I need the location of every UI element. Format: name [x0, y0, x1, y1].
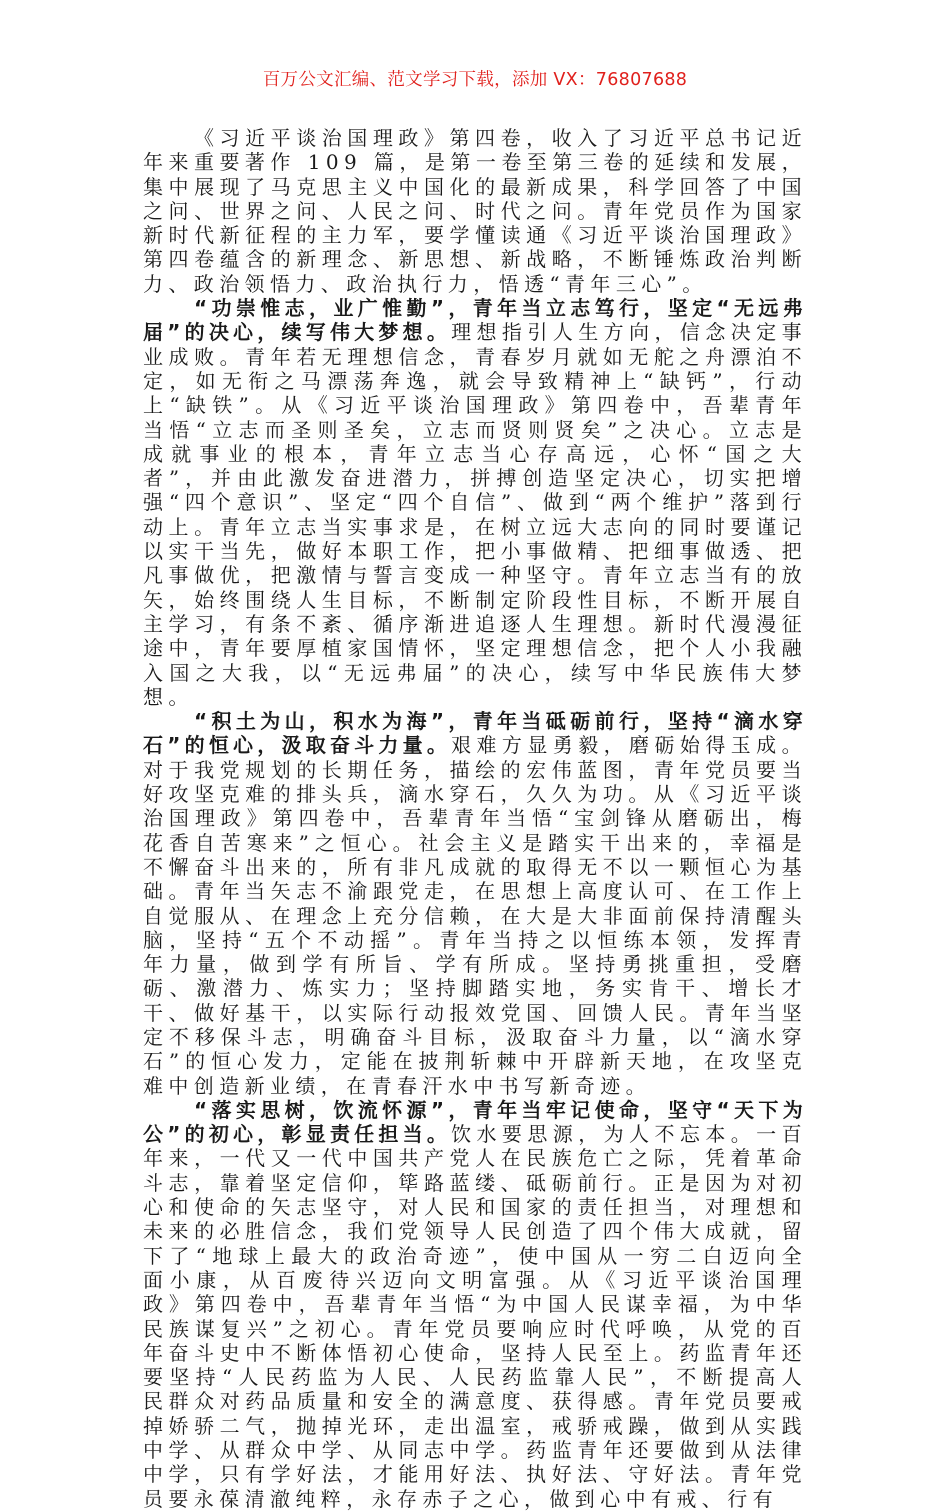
- paragraph-lead: “积土为山，积水为海”，青年当砥砺前行，坚持“滴水穿石”的恒心，汲取奋斗力量。: [143, 709, 807, 758]
- paragraph-text: 饮水要思源，为人不忘本。一百年来，一代又一代中国共产党人在民族危亡之际，凭着革命斗志，靠着坚定信仰，筚路蓝缕、砥砺前行。正是因为对初心和使命的矢志坚守，对人民和国家的责任担当，对理想和未来的必胜信念，我们党领导人民创造了四个伟大成就，留下了“地球上最大的政治奇迹”，使中国从一穷二白迈向全面小康，从百废待兴迈向文明富强。从《习近平谈治国理政》第四卷中，吾辈青年当悟“为中国人民谋幸福，为中华民族谋复兴”之初心。青年党员要响应时代呼唤，从党的百年奋斗史中不断体悟初心使命，坚持人民至上。药监青年还要坚持“人民药监为人民、人民药监靠人民”，不断提高人民群众对药品质量和安全的满意度、获得感。青年党员要戒掉娇骄二气，抛掉光环，走出温室，戒骄戒躁，做到从实践中学、从群众中学、从同志中学。药监青年还要做到从法律中学，只有学好法，才能用好法、执好法、守好法。青年党员要永葆清澈纯粹，永存赤子之心，做到心中有戒、行有: [143, 1122, 807, 1511]
- paragraph-text: 理想指引人生方向，信念决定事业成败。青年若无理想信念，青春岁月就如无舵之舟漂泊不定，如无衔之马漂荡奔逸，就会导致精神上“缺钙”，行动上“缺铁”。从《习近平谈治国理政》第四卷中，吾辈青年当悟“立志而圣则圣矣，立志而贤则贤矣”之决心。立志是成就事业的根本，青年立志当心存高远，心怀“国之大者”，并由此激发奋进潜力，拼搏创造坚定决心，切实把增强“四个意识”、坚定“四个自信”、做到“两个维护”落到行动上。青年立志当实事求是，在树立远大志向的同时要谨记以实干当先，做好本职工作，把小事做精、把细事做透、把凡事做优，把激情与誓言变成一种坚守。青年立志当有的放矢，始终围绕人生目标，不断制定阶段性目标，不断开展自主学习，有条不紊、循序渐进追逐人生理想。新时代漫漫征途中，青年要厚植家国情怀，坚定理想信念，把个人小我融入国之大我，以“无远弗届”的决心，续写中华民族伟大梦想。: [143, 320, 807, 709]
- paragraph-perseverance: [143, 709, 807, 1098]
- paragraph-ambition: [143, 296, 807, 709]
- document-body: [143, 126, 807, 1511]
- paragraph-text: 艰难方显勇毅，磨砺始得玉成。对于我党规划的长期任务，描绘的宏伟蓝图，青年党员要当好攻坚克难的排头兵，滴水穿石，久久为功。从《习近平谈治国理政》第四卷中，吾辈青年当悟“宝剑锋从磨砺出，梅花香自苦寒来”之恒心。社会主义是踏实干出来的，幸福是不懈奋斗出来的，所有非凡成就的取得无不以一颗恒心为基础。青年当矢志不渝跟党走，在思想上高度认可、在工作上自觉服从、在理念上充分信赖，在大是大非面前保持清醒头脑，坚持“五个不动摇”。青年当持之以恒练本领，发挥青年力量，做到学有所旨、学有所成。坚持勇挑重担，受磨砺、激潜力、炼实力；坚持脚踏实地，务实肯干、增长才干、做好基干，以实际行动报效党国、回馈人民。青年当坚定不移保斗志，明确奋斗目标，汲取奋斗力量，以“滴水穿石”的恒心发力，定能在披荆斩棘中开辟新天地，在攻坚克难中创造新业绩，在青春汗水中书写新奇迹。: [143, 733, 807, 1098]
- paragraph-intro: [143, 126, 807, 296]
- paragraph-mission: [143, 1098, 807, 1511]
- paragraph-lead: “落实思树，饮流怀源”，青年当牢记使命，坚守“天下为公”的初心，彰显责任担当。: [143, 1097, 807, 1147]
- watermark-header: 百万公文汇编、范文学习下载，添加 VX：76807688: [262, 70, 688, 90]
- paragraph-text: 《习近平谈治国理政》第四卷，收入了习近平总书记近年来重要著作 109 篇，是第一卷至第三卷的延续和发展，集中展现了马克思主义中国化的最新成果，科学回答了中国之问、世界之问、人民之问、时代之问。青年党员作为国家新时代新征程的主力军，要学懂读通《习近平谈治国理政》第四卷蕴含的新理念、新思想、新战略，不断锤炼政治判断力、政治领悟力、政治执行力，悟透“青年三心”。: [143, 126, 807, 296]
- paragraph-lead: “功崇惟志，业广惟勤”，青年当立志笃行，坚定“无远弗届”的决心，续写伟大梦想。: [143, 296, 807, 345]
